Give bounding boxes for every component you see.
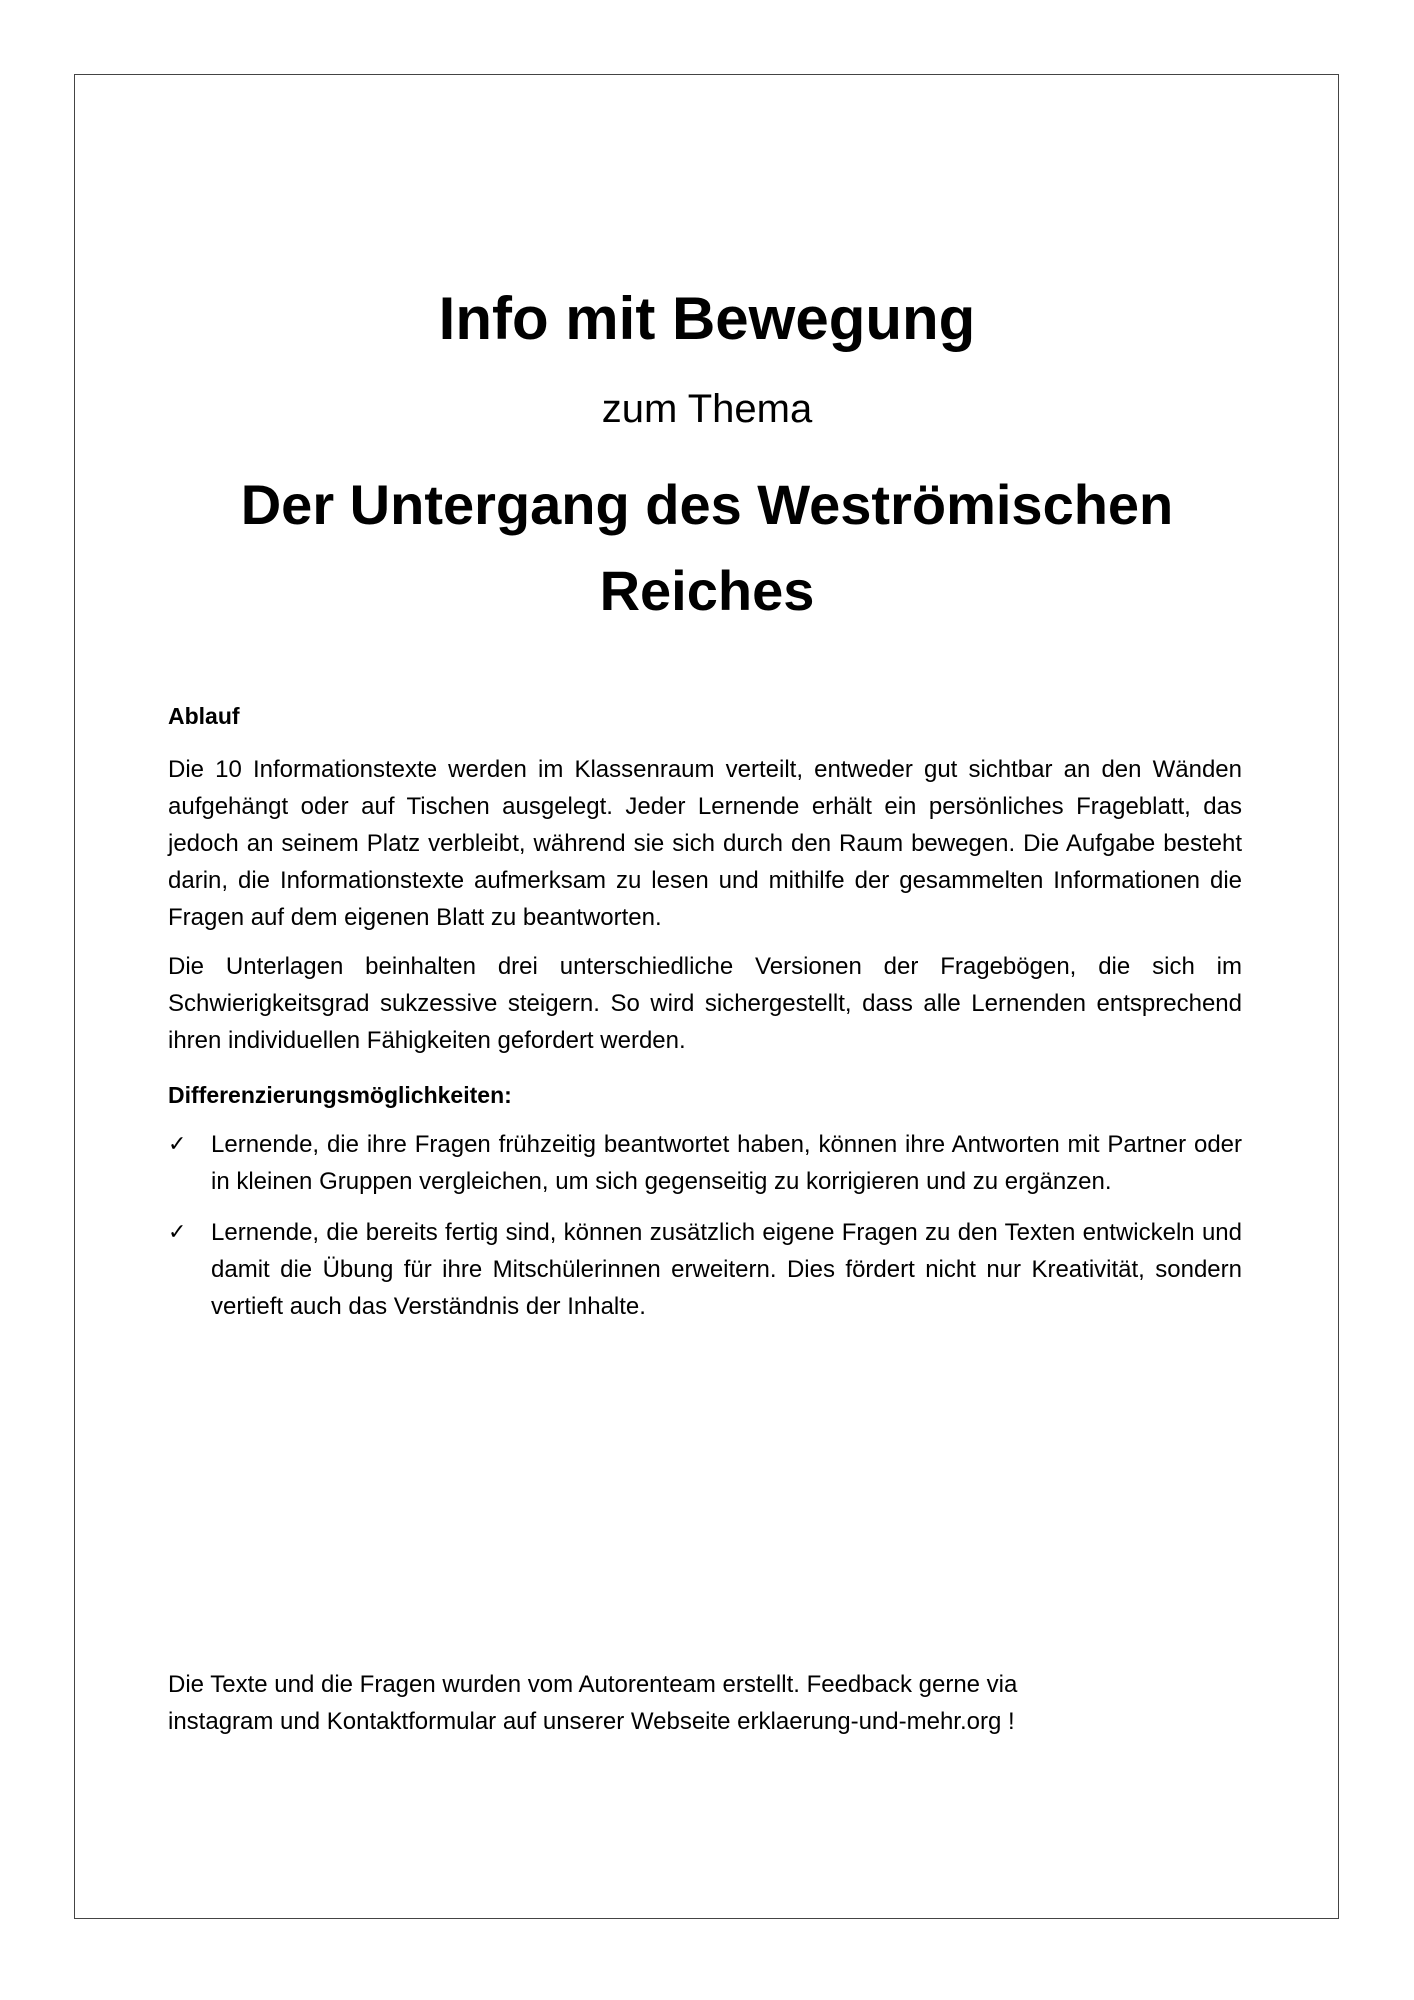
page-subtitle: zum Thema (601, 387, 813, 431)
page-title: Info mit Bewegung (438, 285, 976, 352)
check-icon: ✓ (168, 1132, 187, 1157)
paragraph: Die 10 Informationstexte werden im Klassenraum verteilt, entweder gut sichtbar an den Wänden aufgehängt oder auf Tischen ausgelegt. Jeder Lernende erhält ein persönliches Frageblatt, das jedoch an seinem Platz verbleibt, während sie sich durch den Raum bewegen. Die Aufgabe besteht darin, die Informationstexte aufmerksam zu lesen und mithilfe der gesammelten Informationen die Fragen auf dem eigenen Blatt zu beantworten. (168, 756, 1242, 931)
section-heading-ablauf: Ablauf (168, 703, 240, 729)
footer-line-2: instagram und Kontaktformular auf unserer Webseite erklaerung-und-mehr.org ! (168, 1708, 1015, 1735)
list-item (168, 1214, 1242, 1325)
footer-note (168, 1666, 1242, 1740)
check-icon: ✓ (168, 1220, 187, 1245)
list-item-text: Lernende, die ihre Fragen frühzeitig beantwortet haben, können ihre Antworten mit Partner oder in kleinen Gruppen vergleichen, um sich gegenseitig zu korrigieren und zu ergänzen. (211, 1131, 1242, 1195)
list-item (168, 1126, 1242, 1200)
topic-title: Der Untergang des Weströmischen Reiches (240, 473, 1174, 622)
list-item-text: Lernende, die bereits fertig sind, können zusätzlich eigene Fragen zu den Texten entwickeln und damit die Übung für ihre Mitschülerinnen erweitern. Dies fördert nicht nur Kreativität, sondern vertieft auch das Verständnis der Inhalte. (211, 1219, 1242, 1320)
differenzierung-list (168, 1126, 1242, 1325)
main-content (168, 698, 1242, 1339)
footer-line-1: Die Texte und die Fragen wurden vom Autorenteam erstellt. Feedback gerne via (168, 1671, 1018, 1698)
section-heading-differenzierung: Differenzierungsmöglichkeiten: (168, 1082, 512, 1108)
paragraph: Die Unterlagen beinhalten drei unterschiedliche Versionen der Fragebögen, die sich im Schwierigkeitsgrad sukzessive steigern. So wird sichergestellt, dass alle Lernenden entsprechend ihren individuellen Fähigkeiten gefordert werden. (168, 953, 1242, 1054)
